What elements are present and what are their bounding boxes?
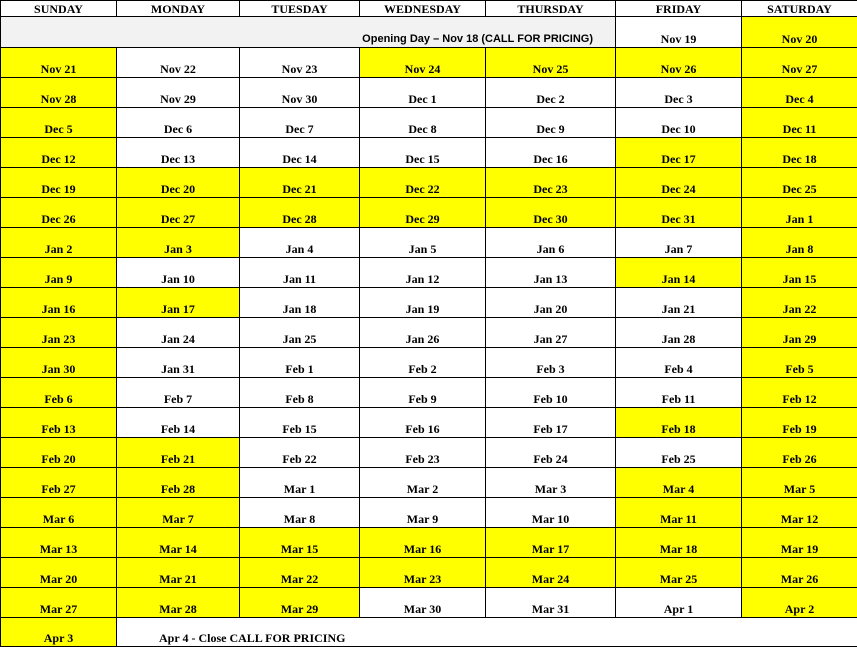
date-cell: Mar 8: [240, 498, 360, 528]
date-cell: Nov 30: [240, 78, 360, 108]
week-row: [1, 318, 857, 348]
date-cell: Dec 25: [742, 168, 857, 198]
date-cell: Jan 4: [240, 228, 360, 258]
date-cell: Mar 30: [360, 588, 486, 618]
week-row: [1, 78, 857, 108]
date-cell: Jan 18: [240, 288, 360, 318]
date-cell: Mar 13: [1, 528, 117, 558]
date-cell: Jan 5: [360, 228, 486, 258]
date-cell: Jan 14: [616, 258, 742, 288]
date-cell: Mar 16: [360, 528, 486, 558]
day-header-row: [1, 1, 857, 17]
date-cell: Dec 21: [240, 168, 360, 198]
date-cell: Feb 26: [742, 438, 857, 468]
date-cell: Dec 13: [117, 138, 240, 168]
date-cell: Dec 16: [486, 138, 616, 168]
date-cell: Nov 24: [360, 48, 486, 78]
week-row: [1, 438, 857, 468]
date-cell: Feb 12: [742, 378, 857, 408]
closing-day-note: Apr 4 - Close CALL FOR PRICING: [117, 618, 857, 647]
date-cell: Mar 6: [1, 498, 117, 528]
date-cell: Dec 17: [616, 138, 742, 168]
day-header-saturday: SATURDAY: [742, 1, 857, 17]
date-cell: Dec 28: [240, 198, 360, 228]
date-cell: Mar 7: [117, 498, 240, 528]
week-row: [1, 108, 857, 138]
date-cell: Mar 20: [1, 558, 117, 588]
date-cell: Dec 23: [486, 168, 616, 198]
date-cell: Jan 8: [742, 228, 857, 258]
date-cell: Jan 1: [742, 198, 857, 228]
date-cell: Feb 8: [240, 378, 360, 408]
date-cell: Feb 27: [1, 468, 117, 498]
date-cell: Feb 11: [616, 378, 742, 408]
date-cell: Jan 12: [360, 258, 486, 288]
date-cell: Mar 5: [742, 468, 857, 498]
date-cell: Jan 11: [240, 258, 360, 288]
date-cell: Feb 6: [1, 378, 117, 408]
date-cell: Jan 6: [486, 228, 616, 258]
date-cell: Feb 2: [360, 348, 486, 378]
date-cell: Dec 30: [486, 198, 616, 228]
date-cell: Jan 22: [742, 288, 857, 318]
date-cell: Feb 25: [616, 438, 742, 468]
week-row: [1, 468, 857, 498]
date-cell: Jan 30: [1, 348, 117, 378]
date-cell: Dec 31: [616, 198, 742, 228]
date-cell: Mar 21: [117, 558, 240, 588]
date-cell: Mar 18: [616, 528, 742, 558]
week-row: [1, 498, 857, 528]
date-cell: Dec 12: [1, 138, 117, 168]
date-cell: Nov 22: [117, 48, 240, 78]
date-cell: Dec 6: [117, 108, 240, 138]
date-cell: Feb 3: [486, 348, 616, 378]
date-cell: Mar 10: [486, 498, 616, 528]
date-cell: Feb 20: [1, 438, 117, 468]
date-cell: Feb 13: [1, 408, 117, 438]
date-cell: Feb 10: [486, 378, 616, 408]
date-cell: Dec 15: [360, 138, 486, 168]
date-cell: Feb 14: [117, 408, 240, 438]
date-cell: Mar 4: [616, 468, 742, 498]
date-cell: Jan 25: [240, 318, 360, 348]
date-cell: Dec 11: [742, 108, 857, 138]
closing-week-row: [1, 618, 857, 647]
date-cell: Mar 17: [486, 528, 616, 558]
date-cell: Feb 15: [240, 408, 360, 438]
date-cell: Mar 26: [742, 558, 857, 588]
date-cell: Feb 22: [240, 438, 360, 468]
date-cell: Nov 20: [742, 17, 857, 48]
date-cell: Feb 7: [117, 378, 240, 408]
date-cell: Jan 7: [616, 228, 742, 258]
week-row: [1, 258, 857, 288]
date-cell: Dec 18: [742, 138, 857, 168]
date-cell: Feb 17: [486, 408, 616, 438]
date-cell: Jan 3: [117, 228, 240, 258]
date-cell: Mar 15: [240, 528, 360, 558]
date-cell: Dec 27: [117, 198, 240, 228]
date-cell: Dec 7: [240, 108, 360, 138]
date-cell: Apr 1: [616, 588, 742, 618]
date-cell: Nov 21: [1, 48, 117, 78]
opening-week-row: [1, 17, 857, 48]
week-row: [1, 588, 857, 618]
date-cell: Jan 9: [1, 258, 117, 288]
date-cell: Nov 23: [240, 48, 360, 78]
date-cell: Dec 5: [1, 108, 117, 138]
date-cell: Dec 14: [240, 138, 360, 168]
date-cell: Mar 14: [117, 528, 240, 558]
date-cell: Jan 28: [616, 318, 742, 348]
date-cell: Mar 28: [117, 588, 240, 618]
date-cell: Nov 29: [117, 78, 240, 108]
date-cell: Feb 23: [360, 438, 486, 468]
date-cell: Jan 15: [742, 258, 857, 288]
date-cell: Feb 21: [117, 438, 240, 468]
day-header-thursday: THURSDAY: [486, 1, 616, 17]
date-cell: Feb 24: [486, 438, 616, 468]
date-cell: Dec 1: [360, 78, 486, 108]
date-cell: Dec 26: [1, 198, 117, 228]
date-cell: Feb 16: [360, 408, 486, 438]
date-cell: Mar 3: [486, 468, 616, 498]
date-cell: Dec 2: [486, 78, 616, 108]
date-cell: Jan 29: [742, 318, 857, 348]
date-cell: Apr 2: [742, 588, 857, 618]
week-row: [1, 348, 857, 378]
date-cell: Dec 22: [360, 168, 486, 198]
day-header-tuesday: TUESDAY: [240, 1, 360, 17]
date-cell: Jan 27: [486, 318, 616, 348]
date-cell: Jan 2: [1, 228, 117, 258]
date-cell: Dec 29: [360, 198, 486, 228]
date-cell: Dec 20: [117, 168, 240, 198]
date-cell: Apr 3: [1, 618, 117, 647]
date-cell: Jan 19: [360, 288, 486, 318]
day-header-wednesday: WEDNESDAY: [360, 1, 486, 17]
date-cell: Nov 28: [1, 78, 117, 108]
date-cell: Mar 2: [360, 468, 486, 498]
week-row: [1, 138, 857, 168]
week-row: [1, 378, 857, 408]
date-cell: Mar 1: [240, 468, 360, 498]
date-cell: Jan 20: [486, 288, 616, 318]
week-row: [1, 528, 857, 558]
week-row: [1, 168, 857, 198]
date-cell: Jan 10: [117, 258, 240, 288]
date-cell: Nov 19: [616, 17, 742, 48]
date-cell: Mar 11: [616, 498, 742, 528]
week-row: [1, 198, 857, 228]
date-cell: Mar 27: [1, 588, 117, 618]
date-cell: Mar 19: [742, 528, 857, 558]
date-cell: Feb 28: [117, 468, 240, 498]
date-cell: Jan 21: [616, 288, 742, 318]
date-cell: Feb 1: [240, 348, 360, 378]
date-cell: Dec 10: [616, 108, 742, 138]
date-cell: Mar 12: [742, 498, 857, 528]
date-cell: Feb 4: [616, 348, 742, 378]
week-row: [1, 228, 857, 258]
date-cell: Jan 31: [117, 348, 240, 378]
day-header-monday: MONDAY: [117, 1, 240, 17]
date-cell: Nov 25: [486, 48, 616, 78]
date-cell: Jan 17: [117, 288, 240, 318]
date-cell: Mar 25: [616, 558, 742, 588]
date-cell: Mar 24: [486, 558, 616, 588]
date-cell: Mar 9: [360, 498, 486, 528]
date-cell: Jan 16: [1, 288, 117, 318]
date-cell: Jan 24: [117, 318, 240, 348]
date-cell: Nov 26: [616, 48, 742, 78]
date-cell: Jan 26: [360, 318, 486, 348]
date-cell: Feb 19: [742, 408, 857, 438]
date-cell: Feb 5: [742, 348, 857, 378]
week-row: [1, 558, 857, 588]
date-cell: Mar 23: [360, 558, 486, 588]
opening-day-note: Opening Day – Nov 18 (CALL FOR PRICING): [1, 17, 616, 48]
date-cell: Feb 9: [360, 378, 486, 408]
date-cell: Dec 4: [742, 78, 857, 108]
date-cell: Mar 29: [240, 588, 360, 618]
date-cell: Dec 8: [360, 108, 486, 138]
date-cell: Jan 13: [486, 258, 616, 288]
date-cell: Dec 3: [616, 78, 742, 108]
week-row: [1, 408, 857, 438]
date-cell: Jan 23: [1, 318, 117, 348]
day-header-sunday: SUNDAY: [1, 1, 117, 17]
day-header-friday: FRIDAY: [616, 1, 742, 17]
date-cell: Dec 19: [1, 168, 117, 198]
date-cell: Dec 9: [486, 108, 616, 138]
date-cell: Mar 31: [486, 588, 616, 618]
date-cell: Nov 27: [742, 48, 857, 78]
date-cell: Mar 22: [240, 558, 360, 588]
date-cell: Dec 24: [616, 168, 742, 198]
date-cell: Feb 18: [616, 408, 742, 438]
week-row: [1, 48, 857, 78]
week-row: [1, 288, 857, 318]
